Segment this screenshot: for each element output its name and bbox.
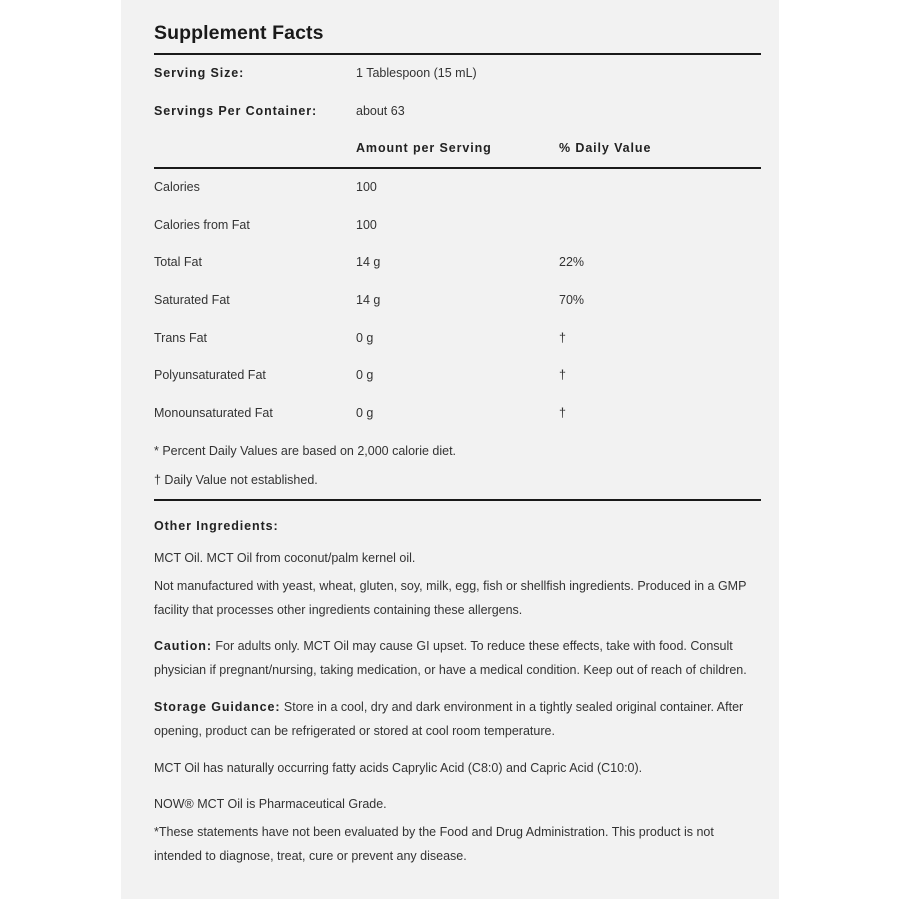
percent-daily-footnote: * Percent Daily Values are based on 2,000 calorie diet. — [154, 444, 457, 458]
nutrient-amount: 14 g — [356, 293, 381, 307]
title-divider — [154, 53, 761, 55]
nutrient-name: Polyunsaturated Fat — [154, 368, 266, 382]
other-ingredients-title: Other Ingredients: — [154, 519, 279, 533]
caution-text: For adults only. MCT Oil may cause GI upset. To reduce these effects, take with food. Consult physician if pregnant/nursing, taking medication, or have a medical condition. Keep out of reach of children. — [154, 639, 747, 677]
caution-label: Caution: — [154, 639, 212, 653]
serving-size-label: Serving Size: — [154, 66, 245, 80]
ingredients-text: MCT Oil. MCT Oil from coconut/palm kernel oil. — [154, 551, 416, 565]
nutrient-amount: 0 g — [356, 331, 374, 345]
amount-per-serving-header: Amount per Serving — [356, 141, 492, 155]
nutrient-name: Calories — [154, 180, 200, 194]
caution-paragraph — [154, 634, 761, 682]
allergen-text: Not manufactured with yeast, wheat, gluten, soy, milk, egg, fish or shellfish ingredients. Produced in a GMP facility that processes other ingredients containing these allergens. — [154, 579, 747, 617]
nutrient-amount: 0 g — [356, 406, 374, 420]
nutrient-name: Calories from Fat — [154, 218, 250, 232]
grade-text: NOW® MCT Oil is Pharmaceutical Grade. — [154, 797, 387, 811]
dagger-footnote: † Daily Value not established. — [154, 473, 318, 487]
nutrient-daily-value: † — [559, 368, 566, 382]
column-header-row — [154, 141, 761, 161]
servings-per-container-label: Servings Per Container: — [154, 104, 318, 118]
table-row — [154, 368, 761, 388]
servings-per-container-value: about 63 — [356, 104, 405, 118]
table-row — [154, 218, 761, 238]
nutrient-amount: 100 — [356, 180, 377, 194]
table-row — [154, 293, 761, 313]
serving-size-row — [154, 66, 761, 86]
servings-per-container-row — [154, 104, 761, 124]
table-row — [154, 406, 761, 426]
nutrient-daily-value: † — [559, 331, 566, 345]
page-title: Supplement Facts — [154, 22, 324, 44]
table-row — [154, 255, 761, 275]
nutrient-name: Saturated Fat — [154, 293, 230, 307]
nutrient-name: Trans Fat — [154, 331, 208, 345]
facts-bottom-divider — [154, 499, 761, 501]
nutrient-name: Monounsaturated Fat — [154, 406, 273, 420]
nutrient-daily-value: † — [559, 406, 566, 420]
storage-label: Storage Guidance: — [154, 700, 281, 714]
supplement-facts-panel — [121, 0, 779, 899]
nutrient-amount: 0 g — [356, 368, 374, 382]
nutrient-amount: 100 — [356, 218, 377, 232]
serving-size-value: 1 Tablespoon (15 mL) — [356, 66, 477, 80]
nutrient-name: Total Fat — [154, 255, 202, 269]
nutrient-daily-value: 22% — [559, 255, 585, 269]
table-row — [154, 331, 761, 351]
fda-disclaimer: *These statements have not been evaluated by the Food and Drug Administration. This product is not intended to diagnose, treat, cure or prevent any disease. — [154, 825, 714, 863]
fatty-acids-text: MCT Oil has naturally occurring fatty acids Caprylic Acid (C8:0) and Capric Acid (C10:0). — [154, 761, 643, 775]
table-row — [154, 180, 761, 200]
header-divider — [154, 167, 761, 169]
nutrient-daily-value: 70% — [559, 293, 585, 307]
nutrient-amount: 14 g — [356, 255, 381, 269]
storage-paragraph — [154, 695, 761, 743]
storage-text: Store in a cool, dry and dark environment in a tightly sealed original container. After opening, product can be refrigerated or stored at cool room temperature. — [154, 700, 744, 738]
daily-value-header: % Daily Value — [559, 141, 652, 155]
